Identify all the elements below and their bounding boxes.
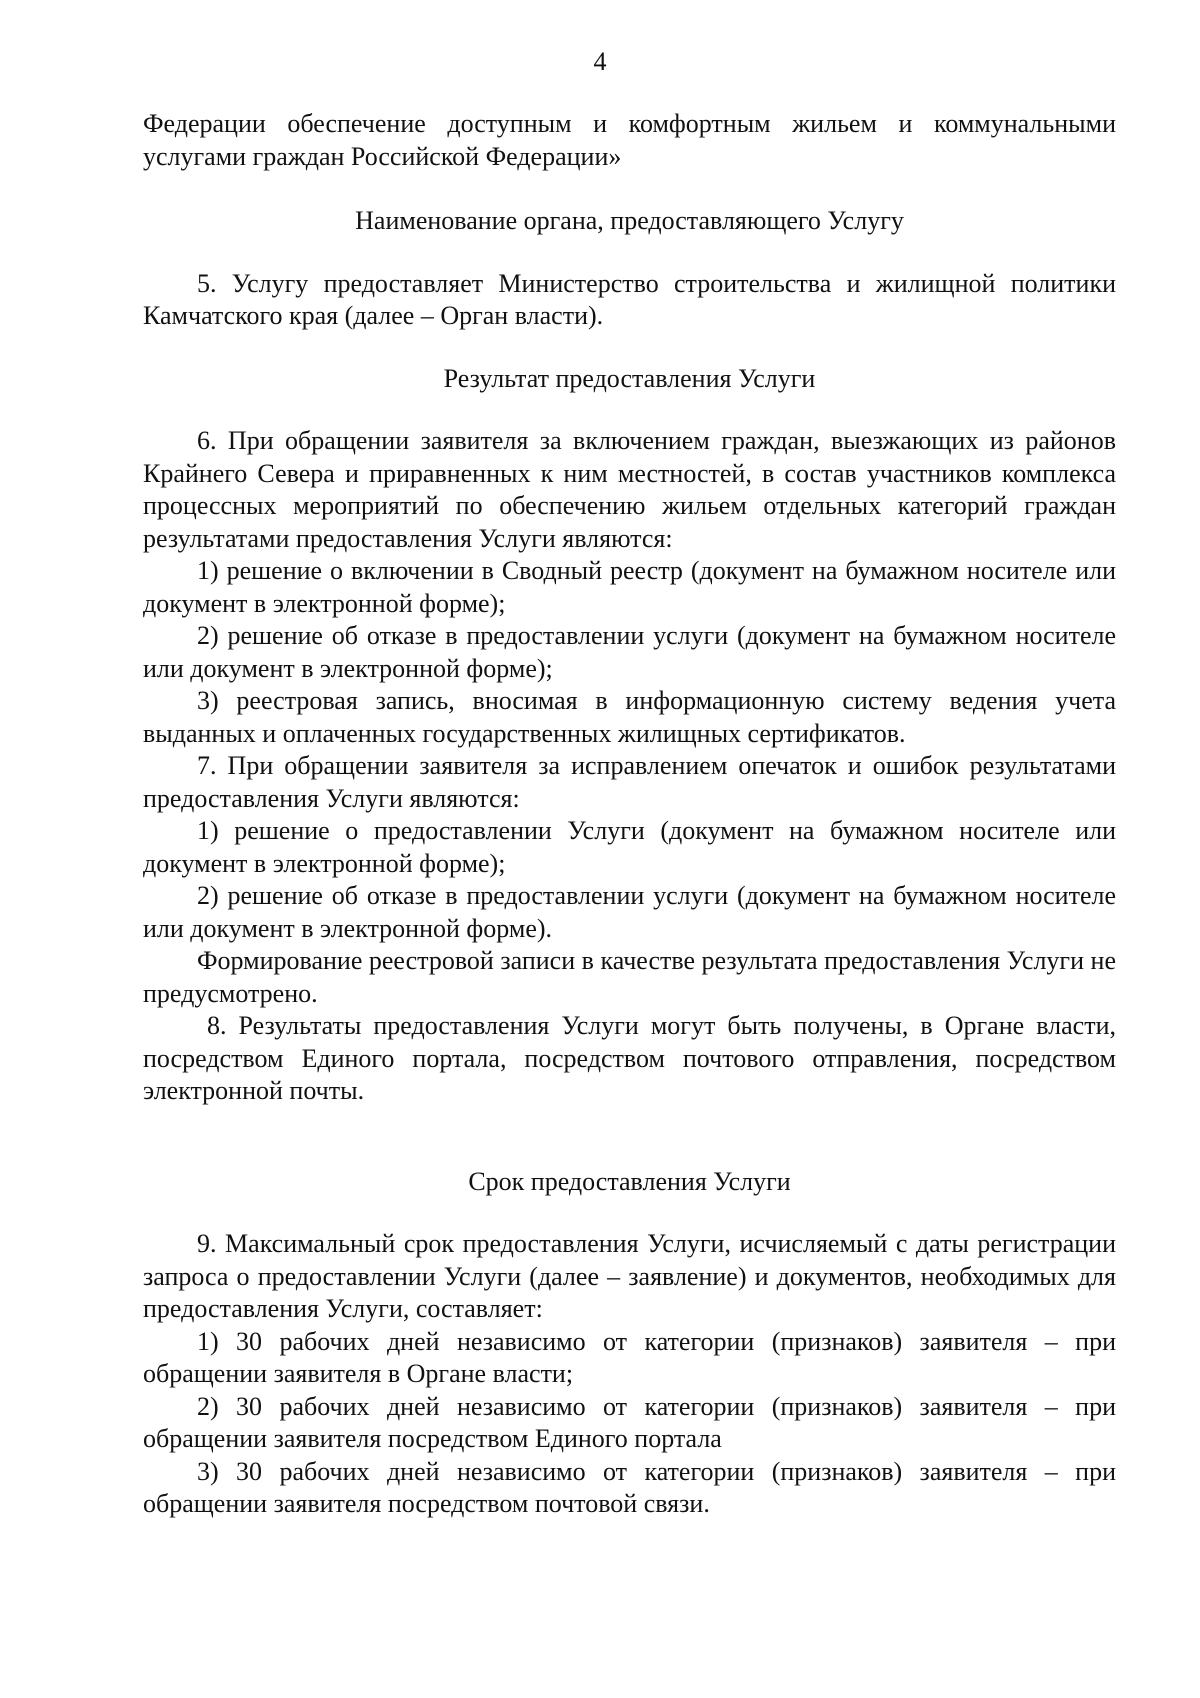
paragraph-9-item-3: 3) 30 рабочих дней независимо от категории (признаков) заявителя – при обращении заявителя посредством почтовой связи. bbox=[143, 1456, 1116, 1518]
paragraph-7-item-1: 1) решение о предоставлении Услуги (документ на бумажном носителе или документ в электронной форме); bbox=[143, 816, 1116, 878]
paragraph-9-item-1: 1) 30 рабочих дней независимо от категории (признаков) заявителя – при обращении заявителя в Органе власти; bbox=[143, 1326, 1116, 1388]
paragraph-9-item-2: 2) 30 рабочих дней независимо от категории (признаков) заявителя – при обращении заявителя посредством Единого портала bbox=[143, 1391, 1116, 1453]
heading-result: Результат предоставления Услуги bbox=[443, 363, 816, 393]
paragraph-5: 5. Услугу предоставляет Министерство строительства и жилищной политики Камчатского края (далее – Орган власти). bbox=[143, 268, 1116, 330]
document-body bbox=[143, 108, 1116, 1521]
paragraph-8: 8. Результаты предоставления Услуги могут быть получены, в Органе власти, посредством Единого портала, посредством почтового отправления, посредством электронной почты. bbox=[143, 1011, 1116, 1105]
paragraph-7-note: Формирование реестровой записи в качестве результата предоставления Услуги не предусмотрено. bbox=[143, 946, 1116, 1008]
paragraph-6-item-1: 1) решение о включении в Сводный реестр (документ на бумажном носителе или документ в электронной форме); bbox=[143, 556, 1116, 618]
paragraph-9: 9. Максимальный срок предоставления Услуги, исчисляемый с даты регистрации запроса о предоставлении Услуги (далее – заявление) и документов, необходимых для предоставления Услуги, составляет: bbox=[143, 1229, 1116, 1323]
paragraph-7: 7. При обращении заявителя за исправлением опечаток и ошибок результатами предоставления Услуги являются: bbox=[143, 751, 1116, 813]
heading-authority: Наименование органа, предоставляющего Услугу bbox=[355, 206, 904, 235]
paragraph-6: 6. При обращении заявителя за включением граждан, выезжающих из районов Крайнего Севера и приравненных к ним местностей, в состав участников комплекса процессных мероприятий по обеспечению жильем отдельных категорий граждан результатами предоставления Услуги являются: bbox=[143, 426, 1116, 553]
paragraph-6-item-2: 2) решение об отказе в предоставлении услуги (документ на бумажном носителе или документ в электронной форме); bbox=[143, 621, 1116, 683]
heading-term: Срок предоставления Услуги bbox=[468, 1166, 791, 1196]
paragraph-6-item-3: 3) реестровая запись, вносимая в информационную систему ведения учета выданных и оплаченных государственных жилищных сертификатов. bbox=[143, 686, 1116, 748]
page-number: 4 bbox=[593, 47, 607, 76]
paragraph-7-item-2: 2) решение об отказе в предоставлении услуги (документ на бумажном носителе или документ в электронной форме). bbox=[143, 881, 1116, 943]
intro-paragraph: Федерации обеспечение доступным и комфортным жильем и коммунальными услугами граждан Российской Федерации» bbox=[143, 109, 1116, 171]
